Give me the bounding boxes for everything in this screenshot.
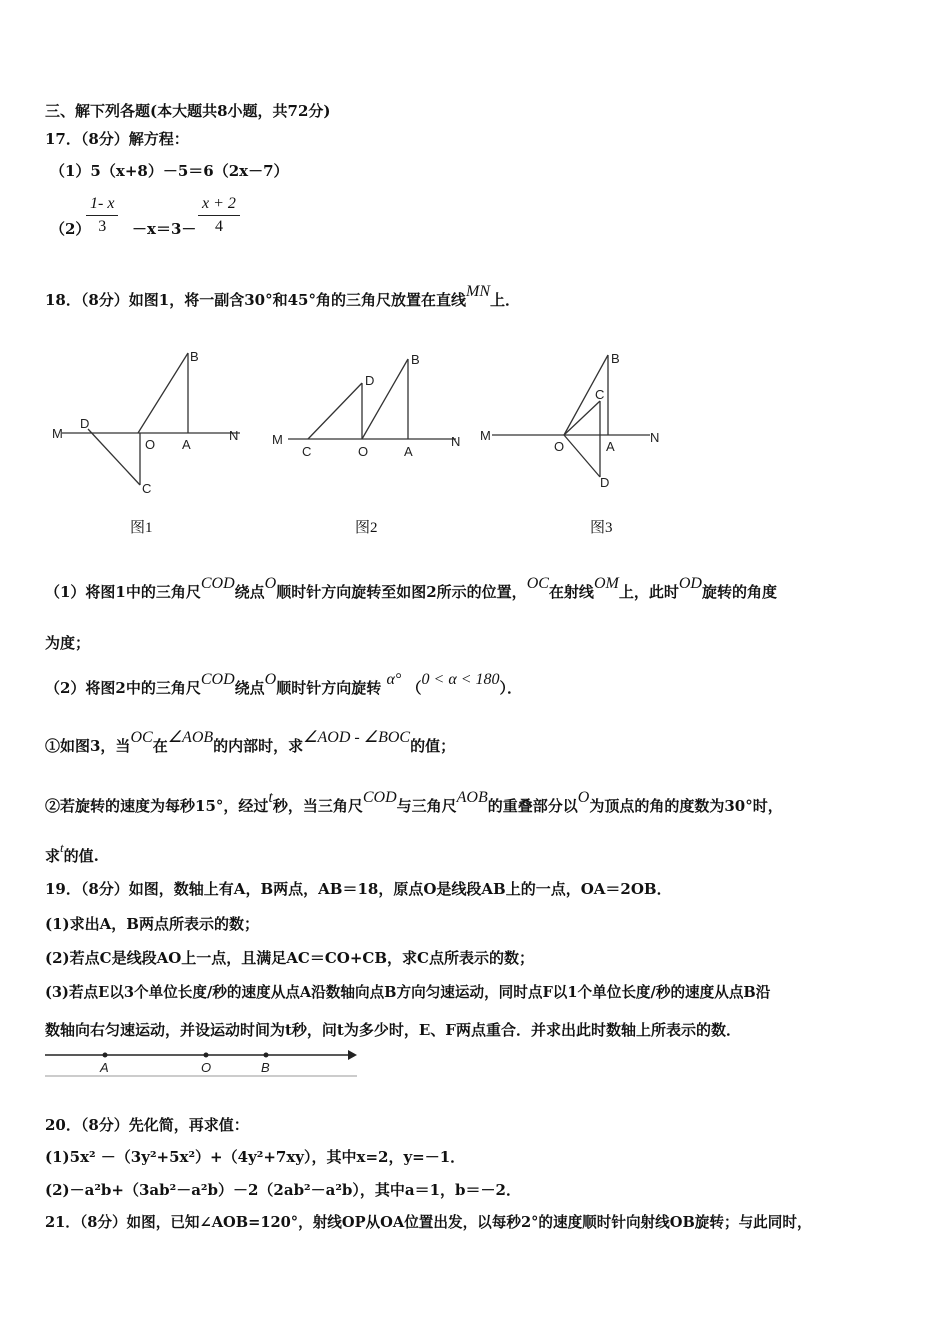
figure-1 (48, 345, 248, 495)
q17-fraction-2 (198, 195, 240, 236)
q17-fraction-1 (86, 195, 118, 236)
text: 顺时针方向旋转至如图2所示的位置， (276, 583, 527, 601)
text: 绕点 (234, 679, 265, 697)
text: ②若旋转的速度为每秒15°，经过 (45, 797, 269, 815)
figure-3 (478, 345, 678, 495)
fig3-label-C: C (595, 387, 605, 402)
mn-symbol: MN (466, 283, 490, 300)
angle-aob-symbol: ∠AOB (167, 729, 214, 746)
fig2-label-M: M (272, 432, 283, 447)
fig2-label-D: D (365, 373, 375, 388)
fig2-label-N: N (451, 434, 461, 449)
fraction-1-denominator: 3 (98, 218, 107, 235)
q18-sub1-line1 (45, 575, 777, 603)
q19-sub3-line2: 数轴向右匀速运动，并设运动时间为t秒，问t为多少时，E、F两点重合．并求出此时数轴上所表示的数． (45, 1021, 741, 1039)
text: （ (406, 679, 422, 697)
q20-sub1: (1)5x² －（3y²+5x²）+（4y²+7xy），其中x=2，y=－1． (45, 1148, 466, 1166)
axis-label-B: B (261, 1060, 270, 1075)
fig1-label-N: N (229, 428, 239, 443)
od-symbol: OD (678, 575, 702, 592)
fig2-caption: 图2 (355, 520, 378, 536)
t-symbol: t (60, 840, 64, 855)
q18-sub1-line2: 为度； (45, 634, 91, 652)
angle-expression: ∠AOD - ∠BOC (303, 729, 411, 746)
q17-part1: （1）5（x+8）－5＝6（2x－7） (50, 162, 289, 180)
aob-symbol: AOB (456, 789, 488, 806)
fig1-label-A: A (182, 437, 191, 452)
q21-head: 21．（8分）如图，已知∠AOB=120°，射线OP从OA位置出发，以每秒2°的速度顺时针向射线OB旋转；与此同时， (45, 1214, 812, 1231)
fig1-label-D: D (80, 416, 90, 431)
alpha-symbol: α° (386, 671, 402, 688)
fig3-caption: 图3 (590, 520, 613, 536)
text: （1）将图1中的三角尺 (45, 583, 201, 601)
text: 的内部时，求 (213, 737, 304, 755)
oc-symbol: OC (130, 729, 153, 746)
text: 求 (45, 847, 61, 865)
text: 顺时针方向旋转 (276, 679, 382, 697)
fig3-label-A: A (606, 439, 615, 454)
fig3-label-B: B (611, 351, 620, 366)
cod-symbol: COD (362, 789, 397, 806)
q20-head: 20．（8分）先化简，再求值： (45, 1116, 249, 1134)
oc-symbol: OC (526, 575, 549, 592)
text: 的重叠部分以 (487, 797, 578, 815)
text: 绕点 (234, 583, 265, 601)
fig1-caption: 图1 (130, 520, 153, 536)
q20-sub2: (2)－a²b+（3ab²－a²b）－2（2ab²－a²b），其中a＝1，b＝－2． (45, 1181, 521, 1199)
number-line (45, 1046, 360, 1078)
fig1-label-O: O (145, 437, 156, 452)
text: 旋转的角度 (701, 583, 777, 601)
axis-label-O: O (201, 1060, 212, 1075)
fig1-label-C: C (142, 481, 152, 496)
axis-label-A: A (100, 1060, 109, 1075)
fig3-label-D: D (600, 475, 610, 490)
fraction-1-numerator: 1- x (86, 195, 118, 216)
q18-head (45, 283, 521, 311)
fig3-label-N: N (650, 430, 660, 445)
fig2-label-A: A (404, 444, 413, 459)
fig2-label-B: B (411, 352, 420, 367)
q19-sub2: (2)若点C是线段AO上一点，且满足AC＝CO+CB，求C点所表示的数； (45, 949, 534, 967)
fig2-label-C: C (302, 444, 312, 459)
text: 在射线 (548, 583, 594, 601)
q17-part2-middle: －x＝3－ (132, 220, 197, 238)
fig1-label-M: M (52, 426, 63, 441)
text: ①如图3，当 (45, 737, 131, 755)
text: 上，此时 (618, 583, 679, 601)
text: 的值； (410, 737, 456, 755)
q18-case2 (45, 789, 783, 817)
text: 秒，当三角尺 (272, 797, 363, 815)
fraction-2-denominator: 4 (214, 218, 223, 235)
q19-head: 19．（8分）如图，数轴上有A，B两点，AB＝18，原点O是线段AB上的一点，OA＝2OB． (45, 880, 672, 898)
t-symbol: t (268, 789, 273, 806)
q18-head-end: 上． (490, 291, 521, 309)
q19-sub3-line1: (3)若点E以3个单位长度/秒的速度从点A沿数轴向点B方向匀速运动，同时点F以1个单位长度/秒的速度从点B沿 (45, 984, 771, 1001)
fig2-label-O: O (358, 444, 369, 459)
o-symbol: O (577, 789, 590, 806)
cod-symbol: COD (200, 671, 235, 688)
fig1-label-B: B (190, 349, 199, 364)
text: 与三角尺 (396, 797, 457, 815)
fraction-2-numerator: x + 2 (198, 195, 240, 216)
q18-case1 (45, 729, 456, 757)
q19-sub1: (1)求出A，B两点所表示的数； (45, 915, 259, 933)
fig3-label-O: O (554, 439, 565, 454)
text: （2）将图2中的三角尺 (45, 679, 201, 697)
range-expression: 0 < α < 180 (421, 671, 500, 688)
o-symbol: O (264, 575, 277, 592)
cod-symbol: COD (200, 575, 235, 592)
text: 在 (152, 737, 168, 755)
text: 为顶点的角的度数为30°时， (589, 797, 783, 815)
fig3-label-M: M (480, 428, 491, 443)
q17-head: 17．（8分）解方程： (45, 130, 189, 148)
o-symbol: O (264, 671, 277, 688)
q18-head-text: 18．（8分）如图1，将一副含30°和45°角的三角尺放置在直线 (45, 291, 466, 309)
text: 的值. (63, 847, 99, 865)
q18-case2-end (45, 840, 99, 867)
om-symbol: OM (593, 575, 619, 592)
q18-sub2 (45, 671, 523, 699)
section-title: 三、解下列各题(本大题共8小题，共72分) (45, 102, 331, 120)
figure-2 (270, 345, 470, 495)
q17-part2-label: （2） (50, 220, 91, 238)
text: ）． (499, 679, 523, 697)
